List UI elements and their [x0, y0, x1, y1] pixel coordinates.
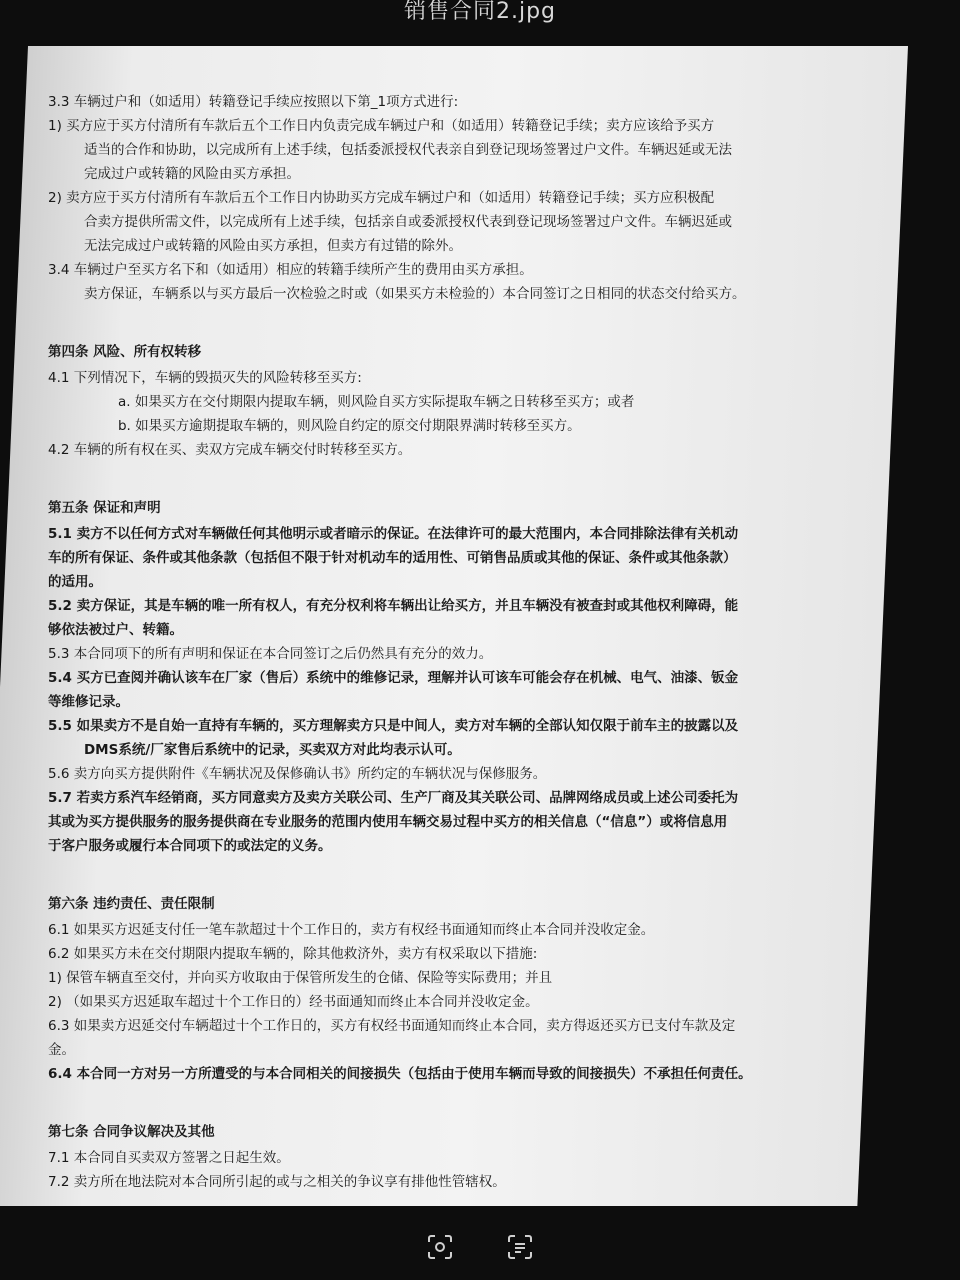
scan-icon: [427, 1234, 453, 1260]
text-line: 其或为买方提供服务的服务提供商在专业服务的范围内使用车辆交易过程中买方的相关信息（“信息”）或将信息用: [47, 814, 728, 830]
image-title: 销售合同2.jpg: [403, 0, 557, 24]
section-heading: 第四条 风险、所有权转移: [47, 344, 202, 360]
section-heading: 第五条 保证和声明: [47, 500, 161, 516]
text-line: 无法完成过户或转籍的风险由买方承担，但卖方有过错的除外。: [83, 238, 462, 254]
viewer-toolbar: [0, 1214, 960, 1280]
text-recognition-button[interactable]: [503, 1230, 537, 1264]
text-line: 5.1 卖方不以任何方式对车辆做任何其他明示或者暗示的保证。在法律许可的最大范围内，本合同排除法律有关机动: [47, 526, 739, 542]
text-line: 5.7 若卖方系汽车经销商，买方同意卖方及卖方关联公司、生产厂商及其关联公司、品牌网络成员或上述公司委托为: [47, 790, 739, 806]
text-line: a. 如果买方在交付期限内提取车辆，则风险自买方实际提取车辆之日转移至买方；或者: [117, 394, 635, 410]
text-line: 够依法被过户、转籍。: [47, 622, 183, 638]
text-line: 6.4 本合同一方对另一方所遭受的与本合同相关的间接损失（包括由于使用车辆而导致的间接损失）不承担任何责任。: [47, 1066, 752, 1082]
section-heading: 第七条 合同争议解决及其他: [47, 1124, 215, 1140]
text-line: 5.3 本合同项下的所有声明和保证在本合同签订之后仍然具有充分的效力。: [47, 646, 493, 662]
text-line: 的适用。: [47, 574, 102, 590]
text-line: 等维修记录。: [47, 694, 129, 710]
section-heading: 第六条 违约责任、责任限制: [47, 896, 215, 912]
text-line: 2) （如果买方迟延取车超过十个工作日的）经书面通知而终止本合同并没收定金。: [47, 994, 539, 1010]
text-line: 6.2 如果买方未在交付期限内提取车辆的，除其他救济外，卖方有权采取以下措施:: [47, 946, 538, 962]
text-line: b. 如果买方逾期提取车辆的，则风险自约定的原交付期限界满时转移至买方。: [117, 418, 581, 434]
text-line: 7.1 本合同自买卖双方签署之日起生效。: [47, 1150, 290, 1166]
text-line: 2) 卖方应于买方付清所有车款后五个工作日内协助买方完成车辆过户和（如适用）转籍登记手续；买方应积极配: [47, 190, 715, 206]
scan-button[interactable]: [423, 1230, 457, 1264]
text-line: 合卖方提供所需文件，以完成所有上述手续，包括亲自或委派授权代表到登记现场签署过户文件。车辆迟延或: [83, 214, 732, 230]
text-line: 完成过户或转籍的风险由买方承担。: [83, 166, 300, 182]
text-line: 卖方保证，车辆系以与买方最后一次检验之时或（如果买方未检验的）本合同签订之日相同的状态交付给买方。: [83, 286, 746, 302]
text-line: DMS系统/厂家售后系统中的记录，买卖双方对此均表示认可。: [83, 742, 461, 758]
text-line: 1) 买方应于买方付清所有车款后五个工作日内负责完成车辆过户和（如适用）转籍登记手续；卖方应该给予买方: [47, 118, 715, 134]
text-line: 3.3 车辆过户和（如适用）转籍登记手续应按照以下第_1项方式进行:: [47, 94, 459, 110]
text-line: 1) 保管车辆直至交付，并向买方收取由于保管所发生的仓储、保险等实际费用；并且: [47, 970, 553, 986]
text-line: 适当的合作和协助，以完成所有上述手续，包括委派授权代表亲自到登记现场签署过户文件。车辆迟延或无法: [83, 142, 732, 158]
text-line: 于客户服务或履行本合同项下的或法定的义务。: [47, 838, 332, 854]
text-line: 5.2 卖方保证，其是车辆的唯一所有权人，有充分权利将车辆出让给买方，并且车辆没有被查封或其他权利障碍，能: [47, 598, 739, 614]
document-page: [0, 46, 908, 1206]
text-line: 车的所有保证、条件或其他条款（包括但不限于针对机动车的适用性、可销售品质或其他的保证、条件或其他条款）: [47, 550, 737, 566]
text-line: 5.4 买方已查阅并确认该车在厂家（售后）系统中的维修记录，理解并认可该车可能会存在机械、电气、油漆、钣金: [47, 670, 739, 686]
text-line: 3.4 车辆过户至买方名下和（如适用）相应的转籍手续所产生的费用由买方承担。: [47, 262, 533, 278]
text-line: 5.6 卖方向买方提供附件《车辆状况及保修确认书》所约定的车辆状况与保修服务。: [47, 766, 547, 782]
text-line: 6.3 如果卖方迟延交付车辆超过十个工作日的，买方有权经书面通知而终止本合同，卖方得返还买方已支付车款及定: [47, 1018, 736, 1034]
text-recognition-icon: [507, 1234, 533, 1260]
text-line: 7.2 卖方所在地法院对本合同所引起的或与之相关的争议享有排他性管辖权。: [47, 1174, 506, 1190]
text-line: 5.5 如果卖方不是自始一直持有车辆的，买方理解卖方只是中间人，卖方对车辆的全部认知仅限于前车主的披露以及: [47, 718, 739, 734]
text-line: 4.1 下列情况下，车辆的毁损灭失的风险转移至买方:: [47, 370, 362, 386]
text-line: 6.1 如果买方迟延支付任一笔车款超过十个工作日的，卖方有权经书面通知而终止本合同并没收定金。: [47, 922, 655, 938]
text-line: 4.2 车辆的所有权在买、卖双方完成车辆交付时转移至买方。: [47, 442, 412, 458]
text-line: 金。: [47, 1042, 75, 1058]
document-text: [48, 90, 848, 1194]
